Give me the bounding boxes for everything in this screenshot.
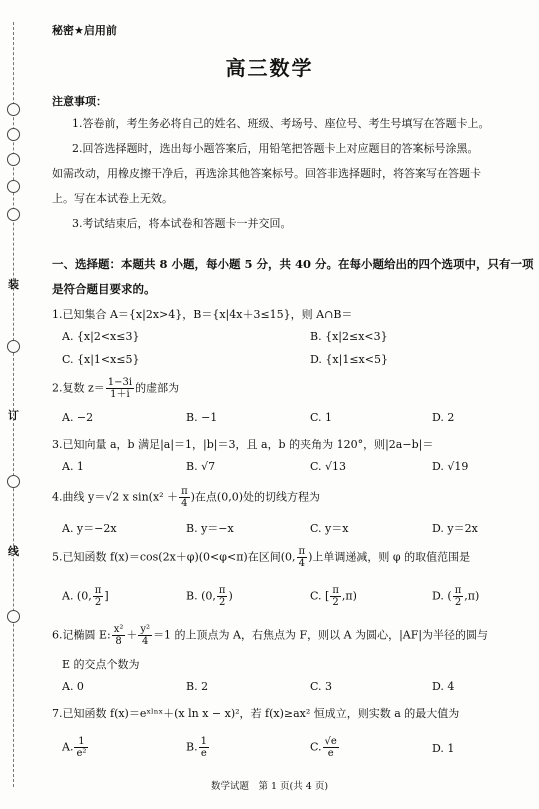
q5-option-c: [310, 585, 357, 608]
q7-stem: 7.已知函数 f(x)＝eˣˡⁿˣ＋(x ln x − x)²，若 f(x)≥ax² 恒成立，则实数 a 的最大值为: [52, 707, 460, 720]
q2-option-d: D. 2: [432, 411, 455, 424]
q7-b-denominator: e: [200, 748, 207, 759]
q5-d-pre: D. (: [432, 589, 452, 603]
q5-d-post: ,π): [464, 589, 480, 603]
q6-stem-post: ＝1 的上顶点为 A，右焦点为 F，则以 A 为圆心，|AF|为半径的圆与: [153, 628, 489, 642]
q5-stem: [52, 546, 470, 569]
q2-numerator: 1−3i: [107, 377, 133, 388]
q3-option-c: C. √13: [310, 460, 347, 473]
q6-x-denominator: 8: [115, 636, 122, 647]
q6-y-numerator: y²: [140, 624, 151, 635]
binding-hole: [7, 340, 20, 353]
q2-option-b: B. −1: [186, 411, 218, 424]
binding-hole: [7, 128, 20, 141]
q4-denominator: 4: [181, 498, 188, 509]
q7-c-denominator: e: [327, 748, 334, 759]
q5-a-numerator: π: [94, 585, 102, 596]
note-3: 3.考试结束后，将本试卷和答题卡一并交回。: [72, 217, 292, 230]
section-heading-line2: 是符合题目要求的。: [52, 282, 156, 296]
q6-option-a: A. 0: [62, 680, 84, 693]
q7-b-fraction: [199, 736, 209, 759]
binding-label-ding: 订: [8, 409, 19, 422]
q5-a-fraction: [93, 585, 104, 608]
binding-hole: [7, 103, 20, 116]
q7-b-pre: B.: [186, 740, 198, 754]
q5-c-denominator: 2: [332, 597, 339, 608]
q7-c-fraction: [323, 736, 339, 759]
q5-a-post: ]: [104, 589, 109, 603]
q5-d-fraction: [453, 585, 464, 608]
q5-c-numerator: π: [332, 585, 339, 596]
section-heading-line1: 一、选择题：本题共 8 小题，每小题 5 分，共 40 分。在每小题给出的四个选项中，只有一项: [52, 257, 534, 271]
q5-b-denominator: 2: [218, 597, 226, 608]
q7-option-c: [310, 736, 340, 759]
q7-option-a: [62, 736, 89, 759]
q1-stem: 1.已知集合 A＝{x|2x>4}，B＝{x|4x＋3≤15}，则 A∩B＝: [52, 308, 353, 321]
q4-stem-post: )在点(0,0)处的切线方程为: [190, 490, 321, 504]
q7-option-d: D. 1: [432, 742, 455, 755]
q5-c-post: ,π): [341, 589, 357, 603]
notes-heading: 注意事项：: [52, 95, 107, 108]
q6-fraction-y: [138, 624, 152, 647]
binding-label-xian: 线: [8, 545, 19, 558]
q2-stem-post: 的虚部为: [135, 381, 180, 395]
q4-numerator: π: [181, 486, 188, 497]
q5-stem-pre: 5.已知函数 f(x)＝cos(2x＋φ)(0<φ<π)在区间(0,: [52, 550, 296, 564]
note-1: 1.答卷前，考生务必将自己的姓名、班级、考场号、座位号、考生号填写在答题卡上。: [72, 117, 490, 130]
q4-option-b: B. y＝−x: [186, 522, 234, 535]
binding-hole: [7, 180, 20, 193]
q5-d-denominator: 2: [454, 597, 462, 608]
q4-fraction: [179, 486, 190, 509]
q2-option-a: A. −2: [62, 411, 94, 424]
page-title: 高三数学: [225, 56, 314, 80]
q7-c-numerator: √e: [324, 736, 337, 747]
binding-hole: [7, 208, 20, 221]
q2-stem-pre: 2.复数 z＝: [52, 381, 105, 395]
q6-stem-pre: 6.记椭圆 E:: [52, 628, 111, 642]
q6-x-numerator: x²: [113, 624, 124, 635]
q1-option-b: B. {x|2≤x<3}: [310, 330, 388, 343]
q4-option-d: D. y＝2x: [432, 522, 478, 535]
q1-option-c: C. {x|1<x≤5}: [62, 353, 140, 366]
page-footer: 数学试题 第 1 页(共 4 页): [210, 781, 329, 792]
q3-option-b: B. √7: [186, 460, 216, 473]
q1-option-a: A. {x|2<x≤3}: [62, 330, 140, 343]
q5-a-pre: A. (0,: [62, 589, 92, 603]
q3-option-d: D. √19: [432, 460, 469, 473]
q4-option-c: C. y＝x: [310, 522, 349, 535]
q4-stem-pre: 4.曲线 y＝√2 x sin(x² ＋: [52, 490, 179, 504]
binding-hole: [7, 610, 20, 623]
q6-stem: [52, 624, 488, 647]
q5-fraction: [297, 546, 308, 569]
q6-plus: ＋: [126, 628, 138, 642]
q2-stem: [52, 377, 179, 400]
note-2-line2: 如需改动，用橡皮擦干净后，再选涂其他答案标号。回答非选择题时，将答案写在答题卡: [52, 167, 481, 180]
q5-option-b: [186, 585, 233, 608]
q5-d-numerator: π: [454, 585, 462, 596]
q5-c-fraction: [330, 585, 341, 608]
q5-numerator: π: [298, 546, 306, 557]
q4-option-a: A. y＝−2x: [62, 522, 117, 535]
q5-denominator: 4: [298, 558, 305, 569]
q3-option-a: A. 1: [62, 460, 84, 473]
q2-fraction: [106, 377, 134, 400]
q5-a-denominator: 2: [94, 597, 102, 608]
binding-label-zhuang: 装: [8, 278, 19, 291]
q5-b-post: ): [228, 589, 233, 603]
note-2-line1: 2.回答选择题时，选出每小题答案后，用铅笔把答题卡上对应题目的答案标号涂黑。: [72, 142, 479, 155]
q6-option-b: B. 2: [186, 680, 209, 693]
binding-hole: [7, 475, 20, 488]
q6-option-d: D. 4: [432, 680, 455, 693]
q7-a-numerator: 1: [74, 736, 88, 748]
q2-denominator: 1＋i: [110, 389, 130, 400]
q7-a-denominator: e²: [76, 748, 87, 759]
q4-stem: [52, 486, 320, 509]
q5-b-numerator: π: [218, 585, 226, 596]
q5-option-a: [62, 585, 109, 608]
q6-option-c: C. 3: [310, 680, 333, 693]
q5-b-pre: B. (0,: [186, 589, 216, 603]
q2-option-c: C. 1: [310, 411, 333, 424]
q6-y-denominator: 4: [142, 636, 149, 647]
binding-hole: [7, 153, 20, 166]
q7-a-fraction: [74, 736, 88, 759]
q7-a-pre: A.: [62, 740, 74, 754]
q6-stem-line2: E 的交点个数为: [62, 658, 140, 671]
confidential-mark: 秘密★启用前: [52, 24, 117, 37]
q6-fraction-x: [112, 624, 126, 647]
q7-c-pre: C.: [310, 740, 322, 754]
q7-b-numerator: 1: [200, 736, 207, 747]
q3-stem: 3.已知向量 a，b 满足|a|＝1，|b|＝3，且 a，b 的夹角为 120°，则|2a−b|＝: [52, 438, 434, 451]
q7-option-b: [186, 736, 210, 759]
q5-stem-post: )上单调递减，则 φ 的取值范围是: [308, 550, 471, 564]
note-2-line3: 上。写在本试卷上无效。: [52, 192, 173, 205]
q1-option-d: D. {x|1≤x<5}: [310, 353, 388, 366]
q5-c-pre: C. [: [310, 589, 330, 603]
q5-option-d: [432, 585, 479, 608]
q5-b-fraction: [217, 585, 228, 608]
